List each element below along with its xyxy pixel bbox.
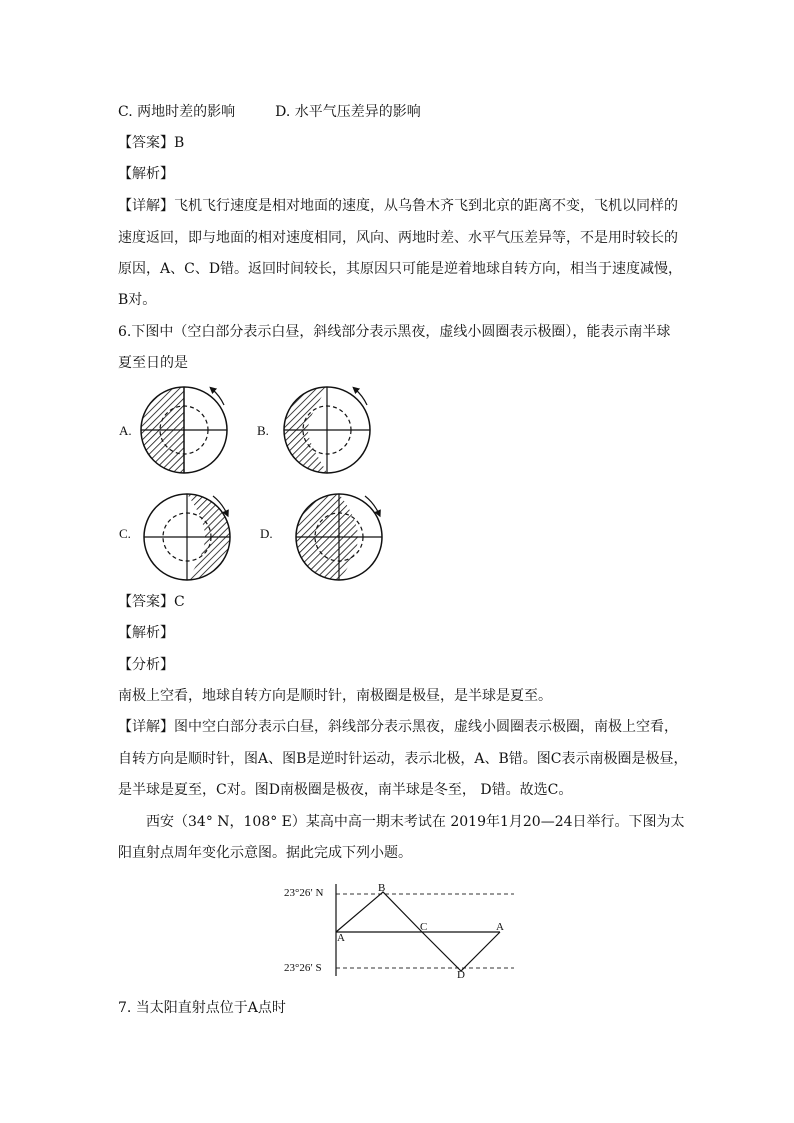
point-b: B xyxy=(378,882,386,894)
q6-stem-line-2: 夏至日的是 xyxy=(118,355,188,371)
q5-options xyxy=(118,102,421,122)
point-d: D xyxy=(457,969,465,981)
point-c: C xyxy=(420,921,428,933)
latitude-south-label: 23°26′ S xyxy=(284,962,322,974)
fig-b-label: B. xyxy=(257,423,269,438)
fig-c-polar-diagram xyxy=(143,492,243,584)
q6-detail-line-3: 是半球是夏至，C对。图D南极圈是极夜，南半球是冬至， D错。故选C。 xyxy=(118,782,573,798)
fig-a-polar-diagram xyxy=(140,385,240,477)
fig-d-polar-diagram xyxy=(296,492,396,584)
q7-stem: 7. 当太阳直射点位于A点时 xyxy=(118,1000,286,1016)
fig-b-polar-diagram xyxy=(284,385,384,477)
q5-detail-line-4: B对。 xyxy=(118,292,157,308)
q6-fenxi-heading: 【分析】 xyxy=(118,657,174,673)
latitude-north-label: 23°26′ N xyxy=(284,887,324,899)
point-a-end: A xyxy=(496,921,504,933)
q5-detail-line-3: 原因，A、C、D错。返回时间较长，其原因只可能是逆着地球自转方向，相当于速度减慢， xyxy=(118,261,683,277)
q5-option-c: C. 两地时差的影响 xyxy=(118,104,236,120)
point-a-start: A xyxy=(337,932,345,944)
fig-d-label: D. xyxy=(260,526,273,541)
q5-detail-line-2: 速度返回，即与地面的相对速度相同，风向、两地时差、水平气压差异等，不是用时较长的 xyxy=(118,230,678,246)
q5-detail-line-1: 【详解】飞机飞行速度是相对地面的速度，从乌鲁木齐飞到北京的距离不变，飞机以同样的 xyxy=(118,198,678,214)
fig-c-label: C. xyxy=(119,526,131,541)
q5-option-d: D. 水平气压差异的影响 xyxy=(275,104,421,120)
q5-answer: 【答案】B xyxy=(118,135,185,151)
q6-fenxi-text: 南极上空看，地球自转方向是顺时针，南极圈是极昼，是半球是夏至。 xyxy=(118,688,552,704)
q6-analysis-heading: 【解析】 xyxy=(118,625,174,641)
q6-detail-line-1: 【详解】图中空白部分表示白昼，斜线部分表示黑夜，虚线小圆圈表示极圈，南极上空看， xyxy=(118,719,678,735)
fig-a-label: A. xyxy=(119,423,132,438)
q6-stem-line-1: 6.下图中（空白部分表示白昼，斜线部分表示黑夜，虚线小圆圈表示极圈），能表示南半球 xyxy=(118,324,671,340)
q7-intro-line-1: 西安（34° N，108° E）某高中高一期末考试在 2019年1月20—24日举行。下图为太 xyxy=(146,814,685,830)
q6-answer: 【答案】C xyxy=(118,594,185,610)
q6-detail-line-2: 自转方向是顺时针，图A、图B是逆时针运动，表示北极，A、B错。图C表示南极圈是极昼， xyxy=(118,751,688,767)
q5-analysis-heading: 【解析】 xyxy=(118,166,174,182)
q7-intro-line-2: 阳直射点周年变化示意图。据此完成下列小题。 xyxy=(118,845,412,861)
